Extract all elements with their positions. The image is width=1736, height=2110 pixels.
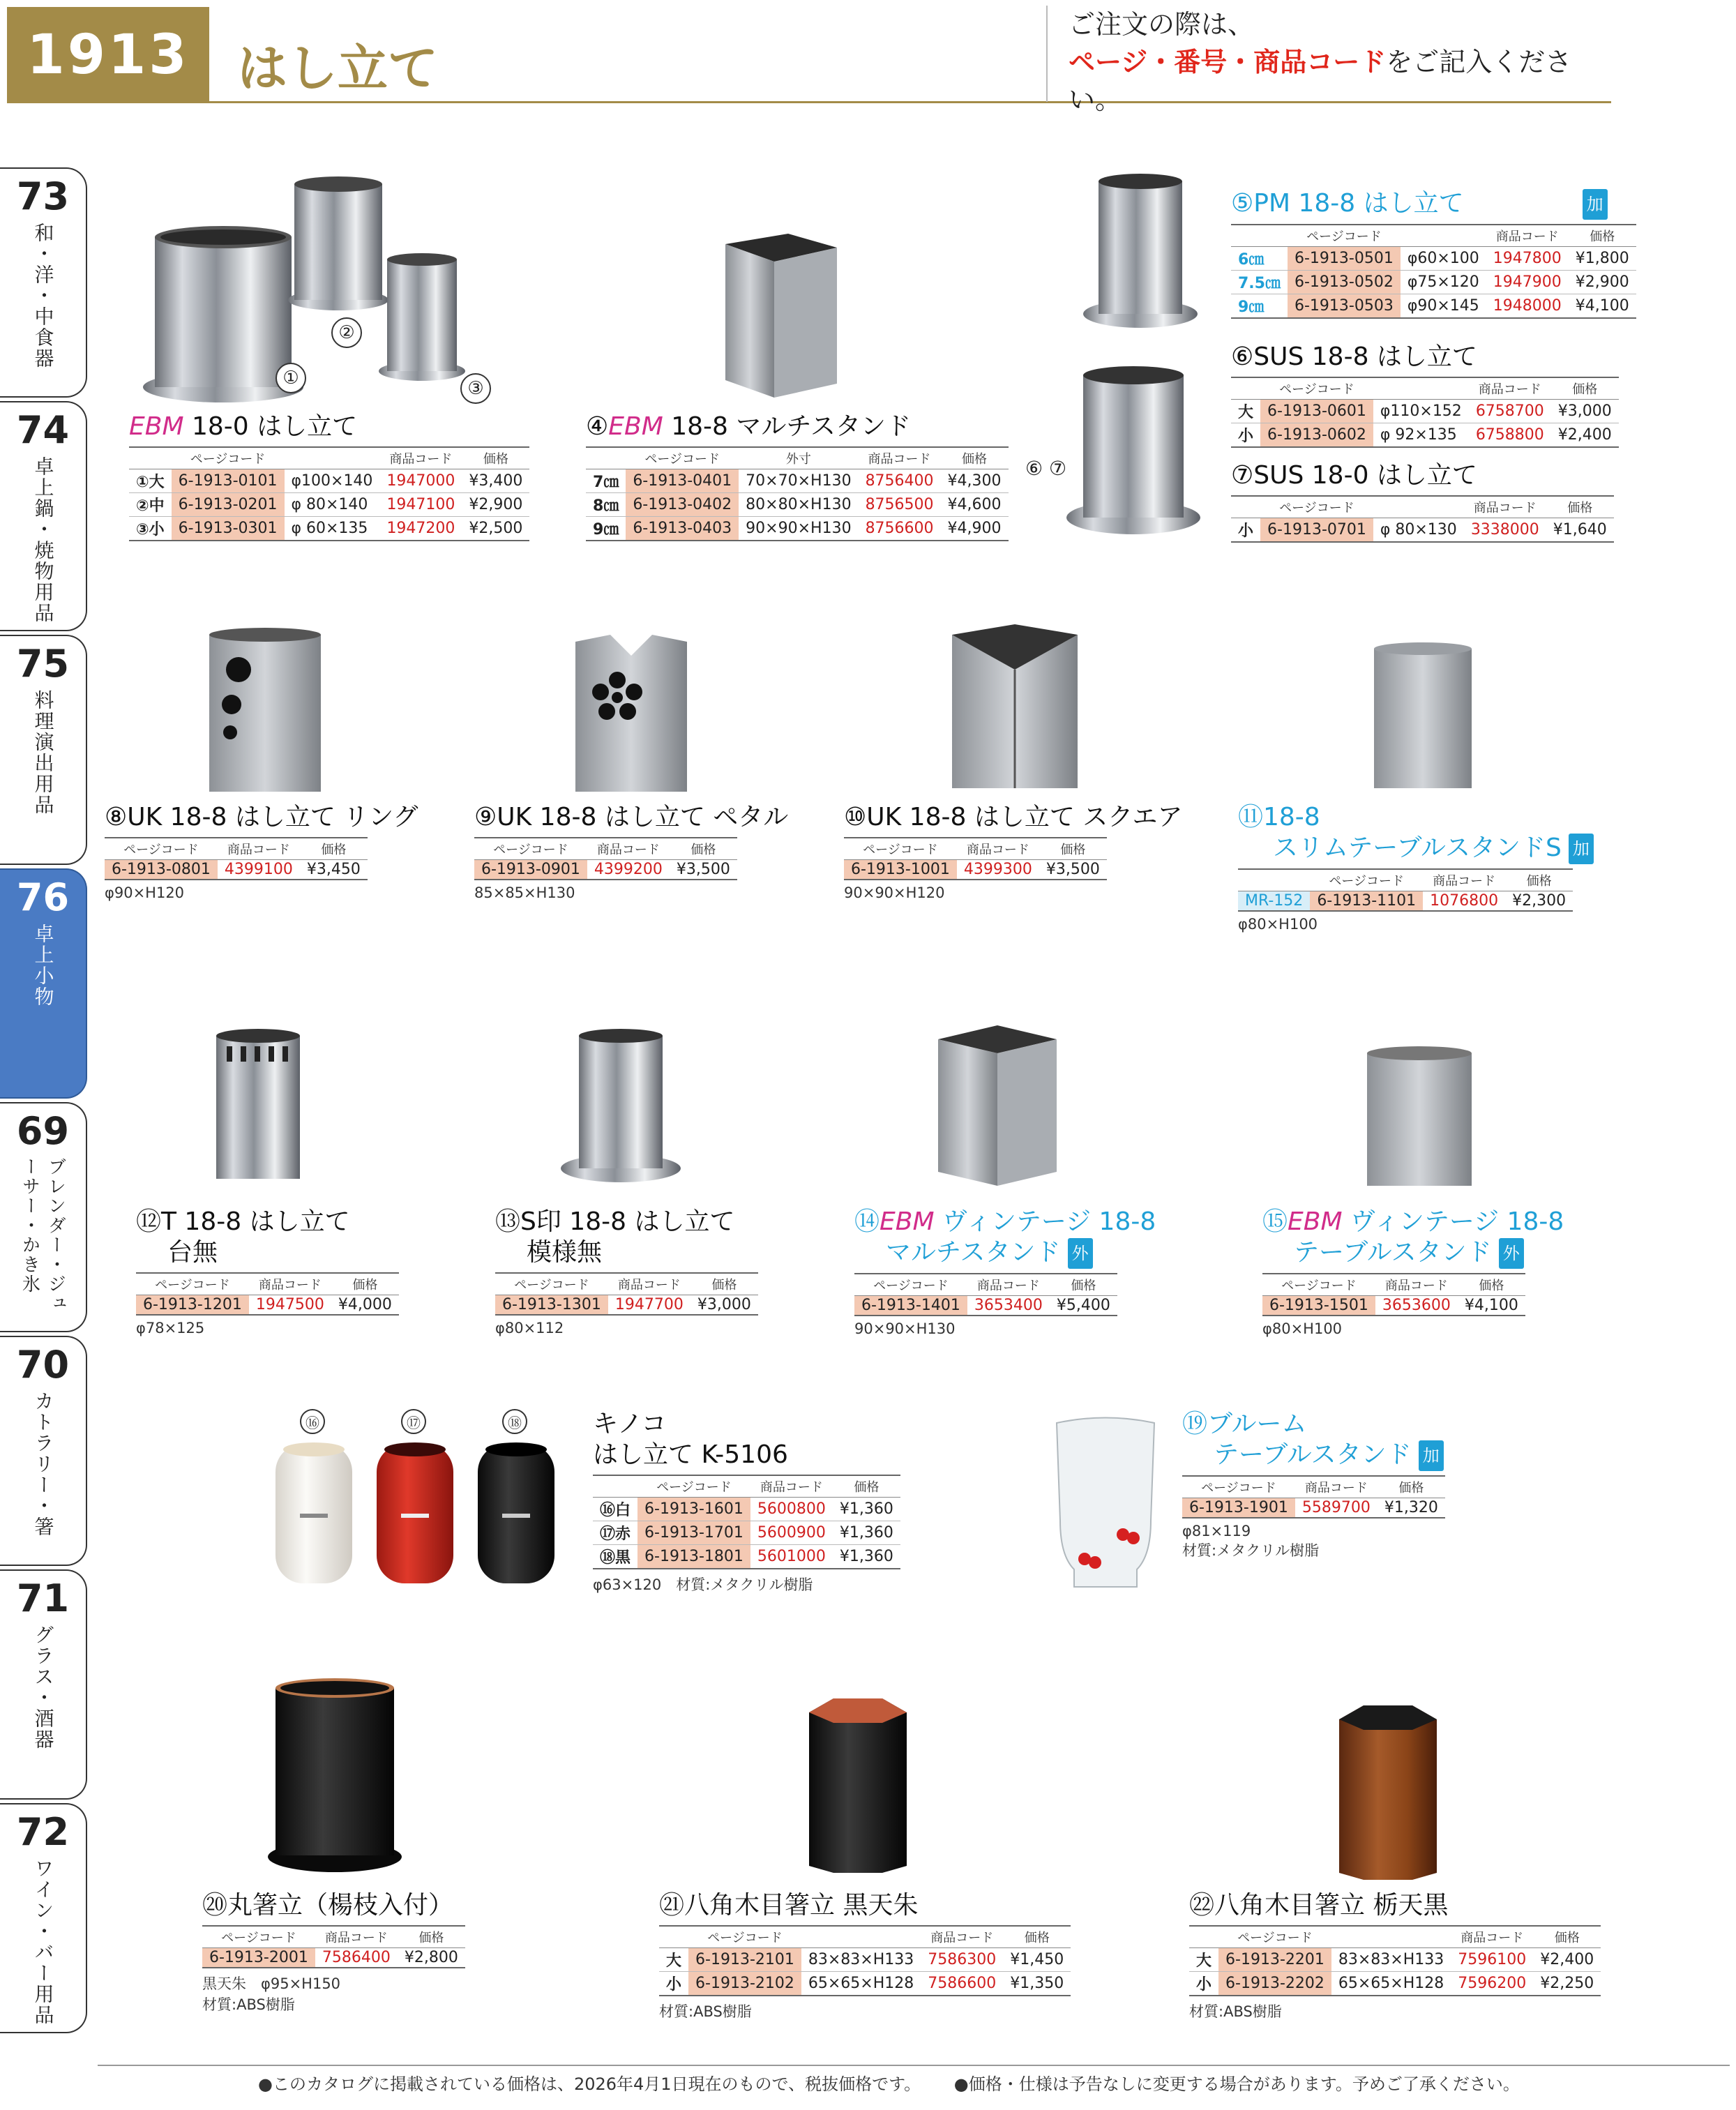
- spec-table-14: ページコード 商品コード 価格 6-1913-1401 3653400 ¥5,400: [854, 1273, 1117, 1316]
- product-title-15: ⑮EBM ヴィンテージ 18-8 テーブルスタンド 外: [1262, 1207, 1564, 1269]
- product-block-11: [1238, 802, 1594, 933]
- table-row: 小 6-1913-0701 φ 80×130 3338000 ¥1,640: [1231, 518, 1614, 543]
- table-row: 8㎝ 6-1913-0402 80×80×H130 8756500 ¥4,600: [586, 493, 1009, 517]
- title-text: 18-0 はし立て: [191, 412, 358, 441]
- product-title-21: ㉑八角木目箸立 黒天朱: [659, 1891, 919, 1920]
- spec-table-7: ページコード 商品コード 価格 小 6-1913-0701 φ 80×130 3338000 ¥1,640: [1231, 495, 1614, 543]
- table-row: 6-1913-1501 3653600 ¥4,100: [1262, 1296, 1525, 1316]
- table-row: 7.5㎝ 6-1913-0502 φ75×120 1947900 ¥2,900: [1231, 271, 1636, 294]
- page-number: 1913: [7, 7, 209, 103]
- tab-number: 73: [16, 174, 70, 218]
- dimension-note: φ80×H100: [1238, 916, 1318, 933]
- tab-72[interactable]: [0, 1803, 87, 2033]
- material-note: 材質:ABS樹脂: [202, 1996, 295, 2013]
- tab-76[interactable]: [0, 868, 87, 1099]
- footer-note-change: ●価格・仕様は予告なしに変更する場合があります。予めご了承ください。: [953, 2074, 1520, 2094]
- spec-table-5: ページコード 商品コード 価格 6㎝ 6-1913-0501 φ60×100 1947800 ¥1,800 7.5㎝ 6-1913-0502 φ75×120 1947900 ¥2,900 9㎝ 6-1913-0503 φ90×145 1948000 ¥4,100: [1231, 224, 1636, 319]
- product-title-22: ㉒八角木目箸立 栃天黒: [1189, 1891, 1449, 1920]
- product-image-17-red: [370, 1437, 460, 1590]
- table-row: 9㎝ 6-1913-0403 90×90×H130 8756600 ¥4,900: [586, 517, 1009, 541]
- product-block-20: [202, 1890, 465, 2014]
- product-block-13: [495, 1207, 758, 1336]
- tab-number: 69: [16, 1109, 70, 1153]
- tab-71[interactable]: [0, 1569, 87, 1800]
- product-block-22: [1189, 1890, 1601, 2021]
- product-image-1-medium: [286, 174, 391, 314]
- product-block-7: [1231, 460, 1614, 543]
- material-note: 材質:ABS樹脂: [659, 2003, 752, 2020]
- tab-69[interactable]: [0, 1102, 87, 1332]
- product-image-16-white: [269, 1437, 359, 1590]
- table-row: 6-1913-1001 4399300 ¥3,500: [844, 860, 1107, 880]
- product-title-19: ⑲ブルーム テーブルスタンド 加: [1182, 1409, 1445, 1471]
- spec-table-9: ページコード 商品コード 価格 6-1913-0901 4399200 ¥3,500: [474, 837, 737, 880]
- tab-74[interactable]: [0, 401, 87, 631]
- product-block-6: [1231, 342, 1619, 448]
- product-block-1: [129, 412, 529, 541]
- tab-label: グラス・酒器: [31, 1625, 55, 1750]
- page-title: はし立て: [237, 39, 439, 98]
- tab-73[interactable]: [0, 167, 87, 398]
- order-note-highlight: ページ・番号・商品コード: [1069, 47, 1387, 77]
- tab-number: 70: [16, 1343, 70, 1387]
- spec-table-11: ページコード 商品コード 価格 MR-152 6-1913-1101 1076800 ¥2,300: [1238, 868, 1573, 912]
- table-row: ①大 6-1913-0101 φ100×140 1947000 ¥3,400: [129, 469, 529, 493]
- tab-label: カトラリー・箸: [31, 1391, 55, 1537]
- table-row: 大 6-1913-0601 φ110×152 6758700 ¥3,000: [1231, 400, 1619, 423]
- product-title-9: ⑨UK 18-8 はし立て ペタル: [474, 803, 789, 831]
- tab-number: 74: [16, 408, 70, 452]
- tab-number: 71: [16, 1576, 70, 1620]
- table-row: ⑱黒 6-1913-1801 5601000 ¥1,360: [593, 1545, 900, 1569]
- table-row: 6-1913-2001 7586400 ¥2,800: [202, 1948, 465, 1968]
- marker-18: ⑱: [502, 1409, 527, 1434]
- dimension-note: 85×85×H130: [474, 884, 575, 901]
- badge: 加: [1583, 189, 1608, 220]
- product-image-21: [795, 1688, 921, 1876]
- spec-table-20: ページコード 商品コード 価格 6-1913-2001 7586400 ¥2,800: [202, 1925, 465, 1968]
- table-row: 9㎝ 6-1913-0503 φ90×145 1948000 ¥4,100: [1231, 294, 1636, 319]
- product-image-18-black: [471, 1437, 561, 1590]
- product-title-8: ⑧UK 18-8 はし立て リング: [105, 803, 418, 831]
- tab-75[interactable]: [0, 635, 87, 865]
- order-note: [1046, 6, 1611, 115]
- spec-table-21: ページコード 商品コード 価格 大 6-1913-2101 83×83×H133 7586300 ¥1,450 小 6-1913-2102 65×65×H128 7586600 ¥1,350: [659, 1925, 1071, 1996]
- product-image-1-small: [377, 251, 467, 384]
- tab-label: 卓上鍋・焼物用品: [31, 456, 55, 624]
- spec-table-4: ページコード 外寸 商品コード 価格 7㎝ 6-1913-0401 70×70×H130 8756400 ¥4,300 8㎝ 6-1913-0402 80×80×H130 8756500 ¥4,600 9㎝ 6-1913-0403 90×90×H130 8756600 ¥4,900: [586, 446, 1009, 541]
- tab-label: 卓上小物: [31, 924, 55, 1007]
- marker-16: ⑯: [300, 1409, 325, 1434]
- product-title-6: ⑥SUS 18-8 はし立て: [1231, 342, 1477, 371]
- product-block-15: [1262, 1207, 1564, 1337]
- product-title-10: ⑩UK 18-8 はし立て スクエア: [844, 803, 1183, 831]
- product-image-9: [568, 628, 694, 795]
- product-block-4: [586, 412, 1009, 541]
- tab-label: 料理演出用品: [31, 690, 55, 815]
- table-row: 6-1913-1901 5589700 ¥1,320: [1182, 1498, 1445, 1519]
- dimension-note: φ81×119: [1182, 1523, 1251, 1539]
- product-title-14: ⑭EBM ヴィンテージ 18-8 マルチスタンド 外: [854, 1207, 1156, 1269]
- table-row: ②中 6-1913-0201 φ 80×140 1947100 ¥2,900: [129, 493, 529, 517]
- ebm-brand: EBM: [880, 1207, 935, 1236]
- product-block-12: [136, 1207, 399, 1336]
- product-image-13: [558, 1025, 684, 1186]
- product-image-22: [1325, 1695, 1451, 1883]
- product-image-4: [711, 216, 851, 405]
- table-row: 6-1913-1301 1947700 ¥3,000: [495, 1295, 758, 1316]
- product-block-14: [854, 1207, 1156, 1337]
- product-title-1: [129, 412, 529, 442]
- table-row: ③小 6-1913-0301 φ 60×135 1947200 ¥2,500: [129, 517, 529, 541]
- spec-table-22: ページコード 商品コード 価格 大 6-1913-2201 83×83×H133 7596100 ¥2,400 小 6-1913-2202 65×65×H128 7596200 ¥2,250: [1189, 1925, 1601, 1996]
- product-block-8: [105, 802, 418, 901]
- table-row: MR-152 6-1913-1101 1076800 ¥2,300: [1238, 891, 1573, 912]
- spec-table-19: ページコード 商品コード 価格 6-1913-1901 5589700 ¥1,320: [1182, 1475, 1445, 1519]
- table-row: 6-1913-1401 3653400 ¥5,400: [854, 1296, 1117, 1316]
- material-note: 材質:ABS樹脂: [1189, 2003, 1282, 2020]
- table-row: 7㎝ 6-1913-0401 70×70×H130 8756400 ¥4,300: [586, 469, 1009, 493]
- marker-1: ①: [276, 363, 306, 393]
- dimension-note: φ80×112: [495, 1320, 564, 1336]
- dimension-note: φ80×H100: [1262, 1320, 1343, 1337]
- spec-table-12: ページコード 商品コード 価格 6-1913-1201 1947500 ¥4,000: [136, 1272, 399, 1316]
- product-image-10: [945, 621, 1085, 795]
- marker-17: ⑰: [401, 1409, 426, 1434]
- product-image-11: [1367, 642, 1479, 795]
- marker-2: ②: [331, 317, 362, 348]
- material-note: 材質:メタクリル樹脂: [1182, 1542, 1320, 1559]
- dimension-note: φ63×120 材質:メタクリル樹脂: [593, 1576, 813, 1593]
- marker-3: ③: [460, 373, 491, 404]
- footer-note-price: ●このカタログに掲載されている価格は、2026年4月1日現在のもので、税抜価格です。: [258, 2074, 921, 2094]
- product-title-20: ⑳丸箸立（楊枝入付）: [202, 1891, 454, 1920]
- spec-table-6: ページコード 商品コード 価格 大 6-1913-0601 φ110×152 6758700 ¥3,000 小 6-1913-0602 φ 92×135 6758800 ¥2,400: [1231, 377, 1619, 448]
- product-image-8: [202, 628, 328, 795]
- product-image-12: [209, 1025, 307, 1186]
- dimension-note: φ90×H120: [105, 884, 185, 901]
- ebm-brand: EBM: [608, 412, 663, 441]
- dimension-note: 黒天朱 φ95×H150: [202, 1975, 341, 1992]
- product-block-21: [659, 1890, 1071, 2021]
- spec-table-10: ページコード 商品コード 価格 6-1913-1001 4399300 ¥3,500: [844, 837, 1107, 880]
- product-title-5: ⑤PM 18-8 はし立て 加: [1231, 188, 1636, 220]
- order-note-line2: をご記入ください。: [1069, 47, 1572, 115]
- badge: 外: [1499, 1238, 1524, 1269]
- product-image-20: [265, 1674, 405, 1876]
- table-row: ⑯白 6-1913-1601 5600800 ¥1,360: [593, 1498, 900, 1521]
- product-image-5: [1081, 171, 1200, 331]
- product-title-13: ⑬S印 18-8 はし立て 模様無: [495, 1207, 735, 1267]
- badge: 外: [1068, 1238, 1093, 1269]
- table-row: 小 6-1913-0602 φ 92×135 6758800 ¥2,400: [1231, 423, 1619, 448]
- ebm-brand: EBM: [129, 412, 184, 441]
- badge: 加: [1419, 1440, 1444, 1471]
- table-row: 小 6-1913-2102 65×65×H128 7586600 ¥1,350: [659, 1972, 1071, 1996]
- product-title-16-18: キノコ はし立て K-5106: [593, 1410, 788, 1469]
- spec-table-16-18: ページコード 商品コード 価格 ⑯白 6-1913-1601 5600800 ¥1,360 ⑰赤 6-1913-1701 5600900 ¥1,360 ⑱黒 6-1913-1801 5601000 ¥1,360: [593, 1475, 900, 1569]
- tab-70[interactable]: [0, 1336, 87, 1566]
- footer: [258, 2070, 1548, 2095]
- footer-rule: [98, 2065, 1730, 2066]
- marker-6-7: ⑥ ⑦: [1025, 457, 1067, 480]
- product-title-4: ④EBM 18-8 マルチスタンド: [586, 412, 911, 441]
- table-row: ⑰赤 6-1913-1701 5600900 ¥1,360: [593, 1521, 900, 1545]
- product-block-9: [474, 802, 788, 901]
- product-image-14: [928, 1011, 1067, 1193]
- product-image-15: [1360, 1046, 1479, 1193]
- product-block-5: [1231, 188, 1636, 319]
- dimension-note: 90×90×H120: [844, 884, 945, 901]
- tab-number: 75: [16, 642, 70, 686]
- ebm-brand: EBM: [1288, 1207, 1343, 1236]
- spec-table-8: ページコード 商品コード 価格 6-1913-0801 4399100 ¥3,450: [105, 837, 368, 880]
- table-row: 6-1913-0901 4399200 ¥3,500: [474, 860, 737, 880]
- table-row: 6㎝ 6-1913-0501 φ60×100 1947800 ¥1,800: [1231, 247, 1636, 271]
- tab-number: 76: [16, 875, 70, 919]
- product-block-19: [1182, 1409, 1445, 1560]
- product-image-19: [1046, 1409, 1165, 1597]
- spec-table-13: ページコード 商品コード 価格 6-1913-1301 1947700 ¥3,000: [495, 1272, 758, 1316]
- product-title-11: ⑪18-8 スリムテーブルスタンドS 加: [1238, 802, 1594, 864]
- product-image-6-7: [1064, 363, 1203, 537]
- badge: 加: [1569, 834, 1594, 864]
- product-block-10: [844, 802, 1183, 901]
- dimension-note: 90×90×H130: [854, 1320, 956, 1337]
- spec-table-1: ページコード 商品コード 価格 ①大 6-1913-0101 φ100×140 1947000 ¥3,400 ②中 6-1913-0201 φ 80×140 1947100 ¥2,900 ③小 6-1913-0301 φ 60×135 1947200 ¥2,500: [129, 446, 529, 541]
- spec-table-15: ページコード 商品コード 価格 6-1913-1501 3653600 ¥4,100: [1262, 1273, 1525, 1316]
- table-row: 6-1913-1201 1947500 ¥4,000: [136, 1295, 399, 1316]
- order-note-line1: ご注文の際は、: [1069, 9, 1255, 40]
- tab-label: 和・洋・中食器: [31, 223, 55, 369]
- tab-label: ワイン・バー用品: [31, 1858, 55, 2026]
- table-row: 大 6-1913-2201 83×83×H133 7596100 ¥2,400: [1189, 1948, 1601, 1972]
- table-row: 大 6-1913-2101 83×83×H133 7586300 ¥1,450: [659, 1948, 1071, 1972]
- product-title-12: ⑫T 18-8 はし立て 台無: [136, 1207, 350, 1267]
- product-block-16-18: [593, 1409, 900, 1595]
- tab-number: 72: [16, 1810, 70, 1854]
- table-row: 小 6-1913-2202 65×65×H128 7596200 ¥2,250: [1189, 1972, 1601, 1996]
- table-row: 6-1913-0801 4399100 ¥3,450: [105, 860, 368, 880]
- dimension-note: φ78×125: [136, 1320, 205, 1336]
- tab-label: ブレンダー・ジューサー・かき氷: [19, 1157, 66, 1313]
- product-title-7: ⑦SUS 18-0 はし立て: [1231, 461, 1477, 490]
